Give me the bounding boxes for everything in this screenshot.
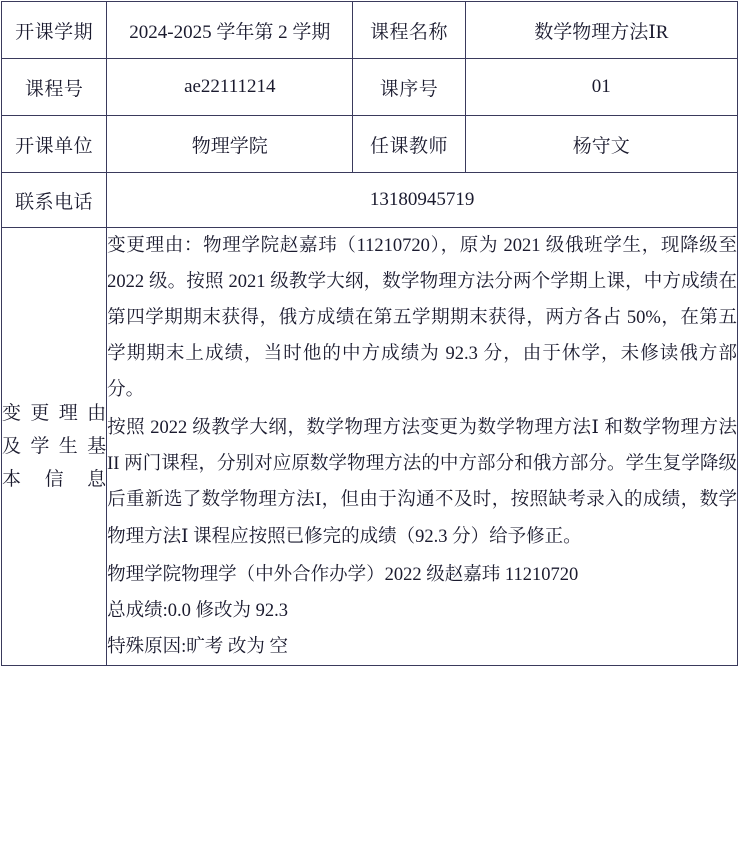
label-course-code: 课程号 bbox=[2, 59, 107, 116]
table-row-reason bbox=[2, 228, 738, 666]
label-change-reason-line-3: 本信息 bbox=[2, 469, 107, 490]
value-course-code: ae22111214 bbox=[107, 59, 353, 116]
value-course-name: 数学物理方法ⅠR bbox=[465, 2, 737, 59]
label-change-reason-line-1: 变更理由 bbox=[2, 402, 107, 424]
table-row bbox=[2, 116, 738, 173]
value-teacher: 杨守文 bbox=[465, 116, 737, 173]
value-term: 2024-2025 学年第 2 学期 bbox=[107, 2, 353, 59]
label-change-reason bbox=[2, 228, 107, 666]
table-row bbox=[2, 173, 738, 228]
change-reason-body bbox=[107, 228, 738, 666]
label-change-reason-line-2: 及学生基 bbox=[2, 435, 107, 457]
value-department: 物理学院 bbox=[107, 116, 353, 173]
reason-paragraph-1: 变更理由：物理学院赵嘉玮（11210720），原为 2021 级俄班学生，现降级至 2022 级。按照 2021 级教学大纲，数学物理方法分两个学期上课，中方成绩在第四学期期末获得，俄方成绩在第五学期期末获得，两方各占 50%，在第五学期期末上成绩，当时他的中方成绩为 92.3 分，由于休学，未修读俄方部分。 bbox=[107, 236, 737, 401]
label-course-seq: 课序号 bbox=[353, 59, 465, 116]
label-term: 开课学期 bbox=[2, 2, 107, 59]
value-phone: 13180945719 bbox=[107, 173, 738, 228]
table-row bbox=[2, 59, 738, 116]
label-teacher: 任课教师 bbox=[353, 116, 465, 173]
label-phone: 联系电话 bbox=[2, 173, 107, 228]
grade-change-form bbox=[0, 1, 739, 846]
form-table bbox=[1, 1, 738, 666]
table-row bbox=[2, 2, 738, 59]
total-score-change-line: 总成绩:0.0 修改为 92.3 bbox=[107, 600, 289, 621]
label-course-name: 课程名称 bbox=[353, 2, 465, 59]
label-department: 开课单位 bbox=[2, 116, 107, 173]
student-info-line: 物理学院物理学（中外合作办学）2022 级赵嘉玮 11210720 bbox=[107, 564, 579, 585]
value-course-seq: 01 bbox=[465, 59, 737, 116]
reason-paragraph-2: 按照 2022 级教学大纲，数学物理方法变更为数学物理方法Ⅰ 和数学物理方法 II 两门课程，分别对应原数学物理方法的中方部分和俄方部分。学生复学降级后重新选了数学物理方法I，但由于沟通不及时，按照缺考录入的成绩，数学物理方法Ⅰ 课程应按照已修完的成绩（92.3 分）给予修正。 bbox=[107, 418, 737, 547]
special-reason-change-line: 特殊原因:旷考 改为 空 bbox=[107, 636, 289, 657]
